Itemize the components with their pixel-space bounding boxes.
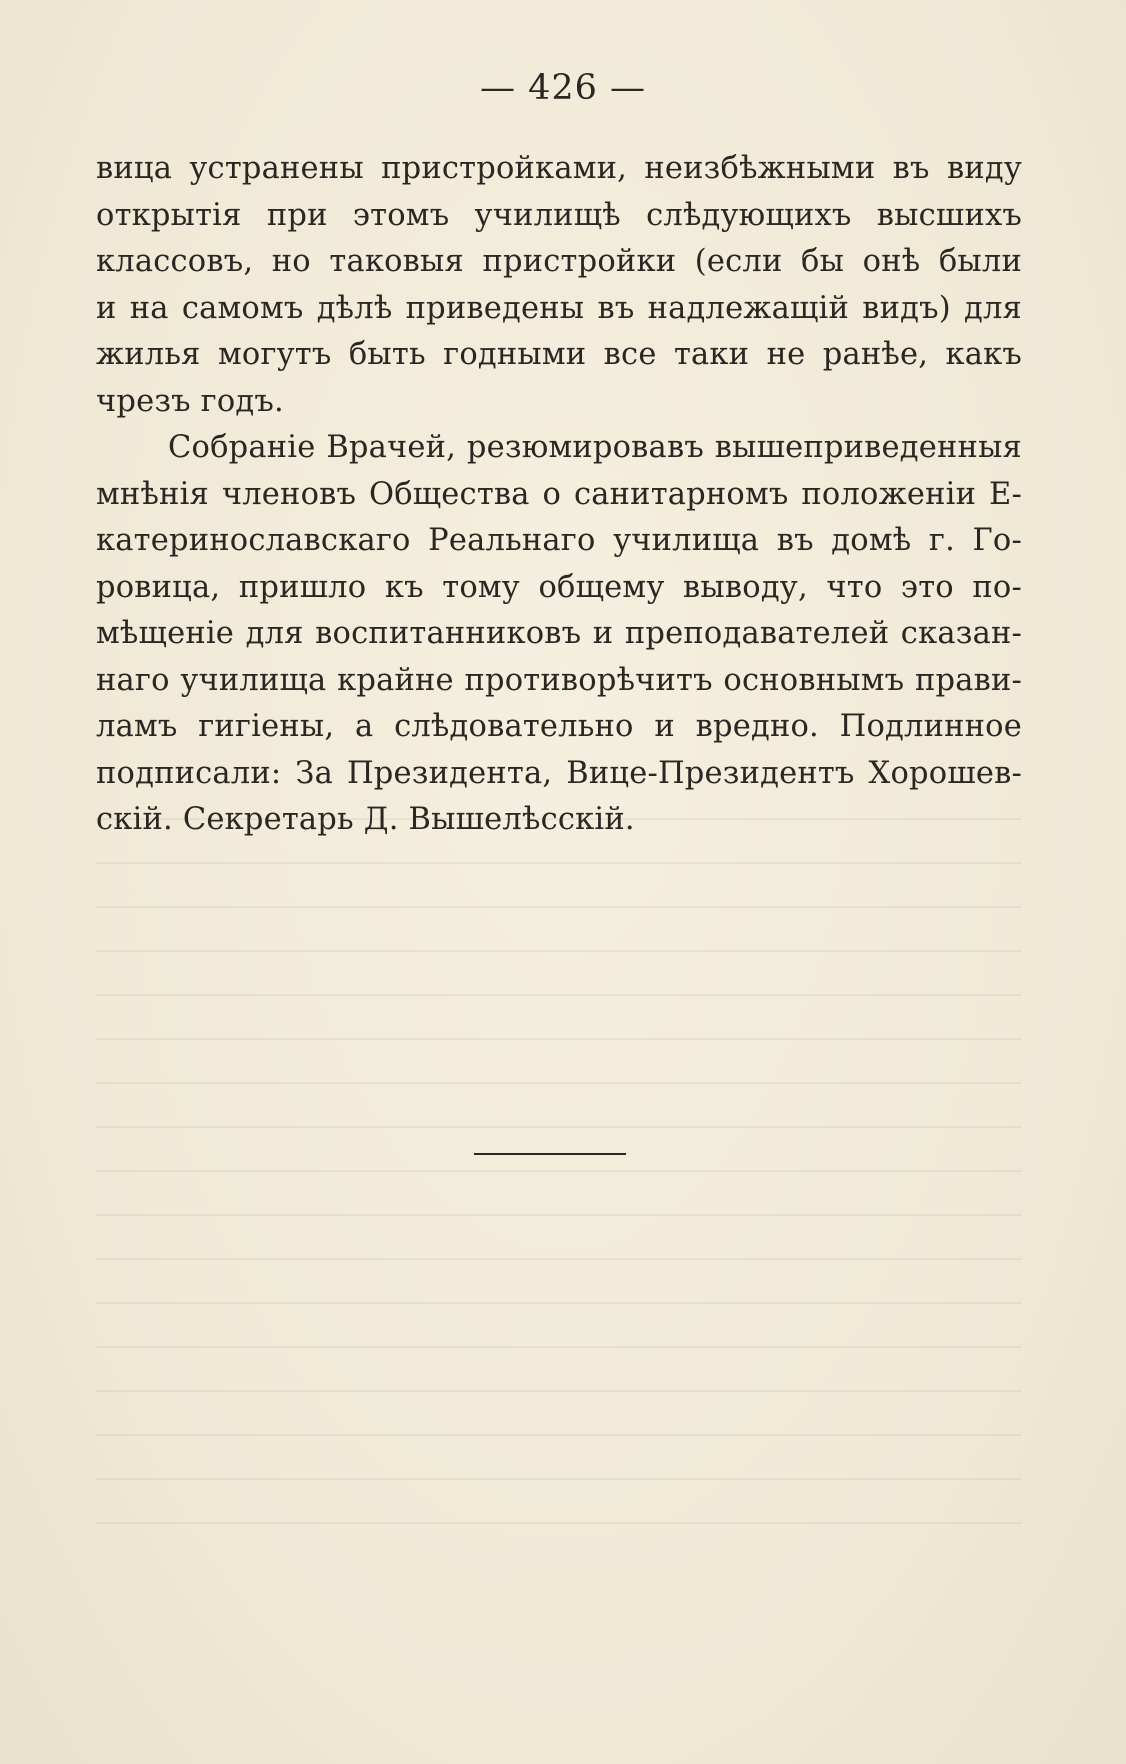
paragraph-2 [96, 425, 1022, 844]
text-line: и на самомъ дѣлѣ приведены въ надлежащій видъ) для [96, 290, 1022, 326]
text-line: мѣщеніе для воспитанниковъ и преподавателей сказан- [96, 616, 1022, 651]
text-line: катеринославскаго Реальнаго училища въ домѣ г. Го- [96, 523, 1022, 558]
text-line: Собраніе Врачей, резюмировавъ вышеприведенныя [168, 430, 1022, 465]
text-line: скій. Секретарь Д. Вышелѣсскій. [96, 802, 635, 837]
text-line: классовъ, но таковыя пристройки (если бы онѣ были [96, 244, 1022, 279]
text-line: подписали: За Президента, Вице-Президентъ Хорошев- [96, 755, 1022, 791]
body-text [96, 146, 1022, 844]
text-line: жилья могутъ быть годными все таки не ранѣе, какъ [96, 337, 1022, 372]
text-line: открытія при этомъ училищѣ слѣдующихъ высшихъ [96, 197, 1022, 233]
text-line: ровица, пришло къ тому общему выводу, что это по- [96, 569, 1022, 605]
page-number: — 426 — [479, 68, 647, 108]
text-line: чрезъ годъ. [96, 383, 284, 419]
text-line: мнѣнія членовъ Общества о санитарномъ положеніи Е- [96, 476, 1022, 512]
show-through-texture [96, 790, 1022, 1550]
text-line: наго училища крайне противорѣчитъ основнымъ прави- [96, 662, 1022, 698]
text-line: ламъ гигіены, а слѣдовательно и вредно. Подлинное [96, 709, 1022, 744]
paragraph-1 [96, 146, 1022, 425]
section-divider [474, 1153, 626, 1155]
text-line: вица устранены пристройками, неизбѣжными въ виду [96, 151, 1022, 186]
